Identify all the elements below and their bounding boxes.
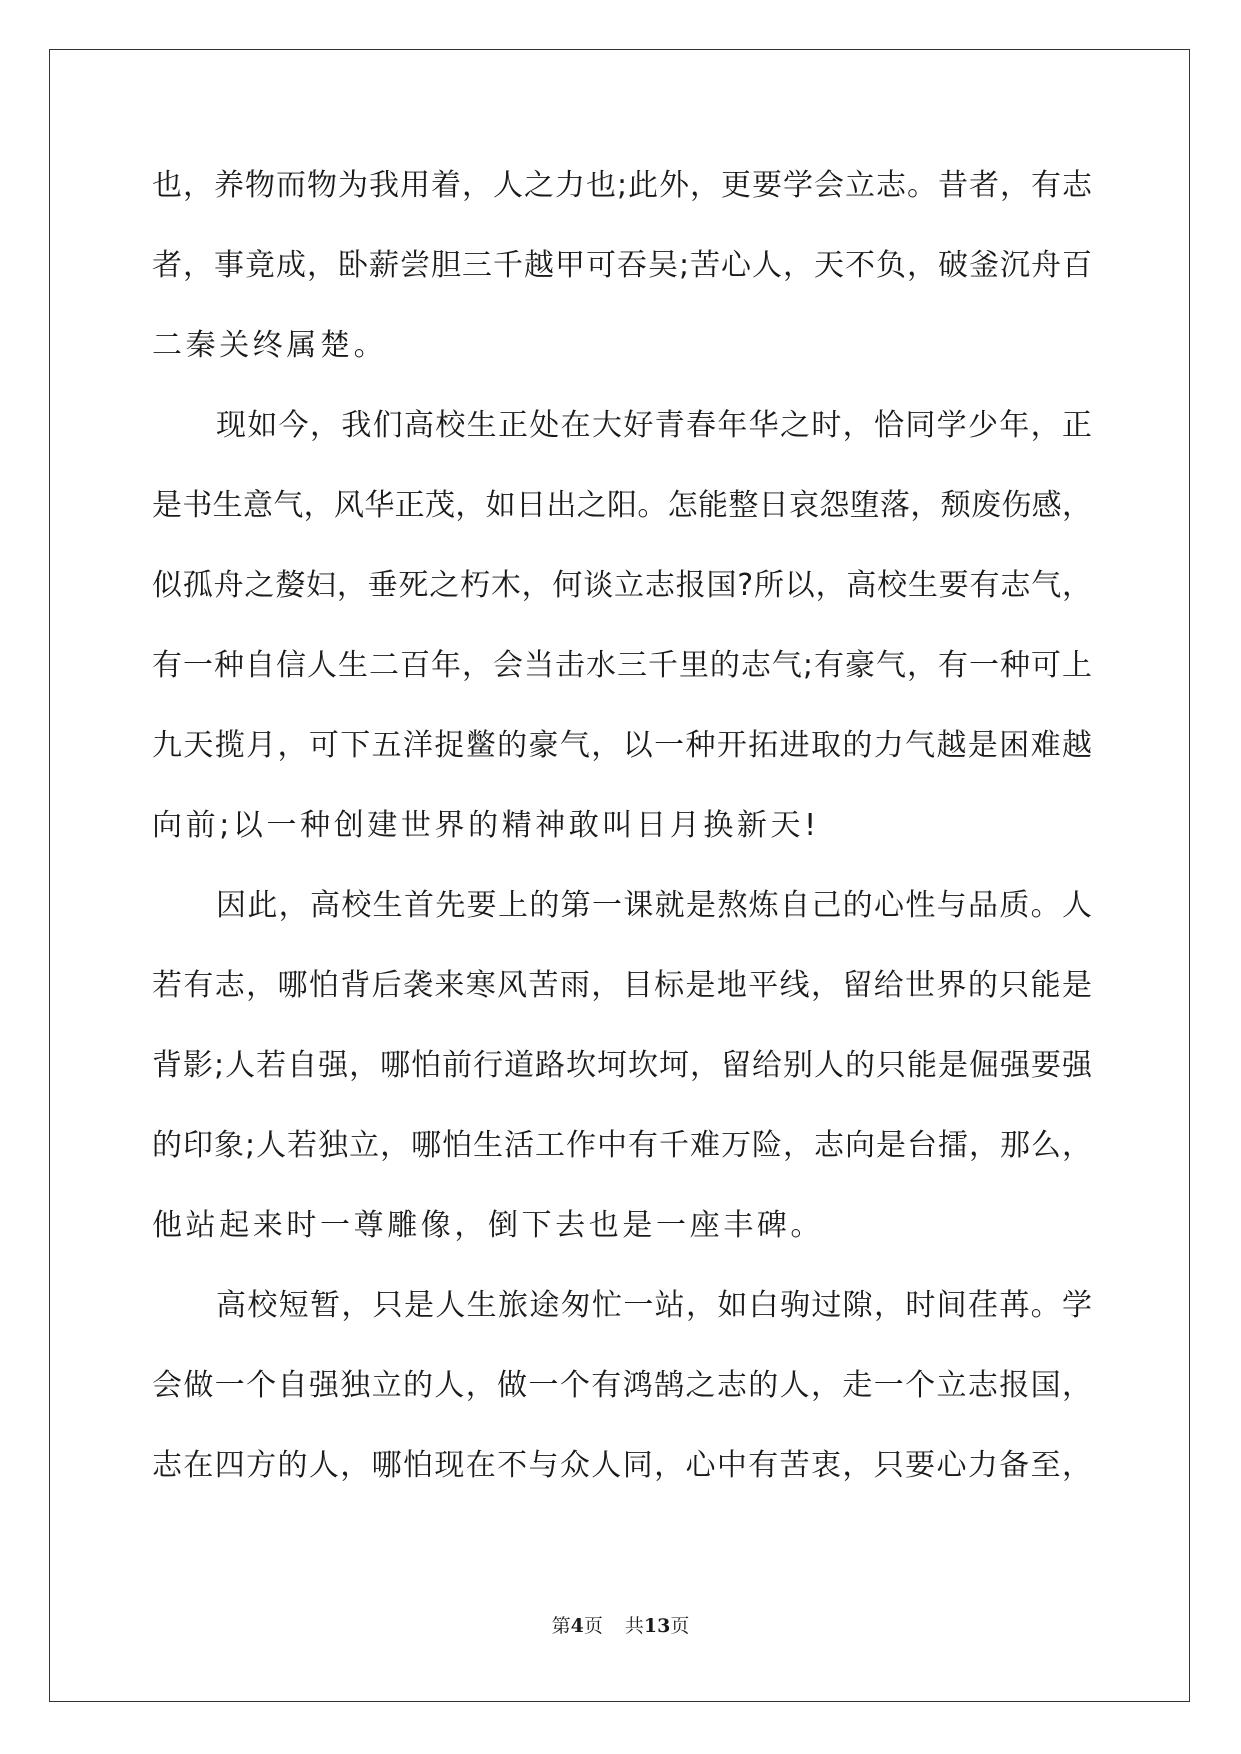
footer-page-suffix: 页 [583, 1615, 603, 1637]
text-line: 似孤舟之嫠妇，垂死之朽木，何谈立志报国?所以，高校生要有志气， [152, 568, 1093, 603]
document-body [152, 159, 1092, 1519]
footer-prefix: 第 [551, 1615, 571, 1637]
text-line: 有一种自信人生二百年，会当击水三千里的志气;有豪气，有一种可上 [152, 648, 1092, 683]
text-line: 是书生意气，风华正茂，如日出之阳。怎能整日哀怨堕落，颓废伤感， [152, 488, 1092, 523]
text-line: 九天揽月，可下五洋捉鳖的豪气，以一种开拓进取的力气越是困难越 [152, 728, 1092, 763]
current-page-number: 4 [570, 1615, 584, 1637]
footer-total-suffix: 页 [670, 1615, 690, 1637]
text-line: 若有志，哪怕背后袭来寒风苦雨，目标是地平线，留给世界的只能是 [152, 968, 1092, 1003]
text-line: 背影;人若自强，哪怕前行道路坎坷坎坷，留给别人的只能是倔强要强 [152, 1048, 1092, 1083]
total-page-count: 13 [643, 1615, 671, 1637]
footer-total-prefix: 共 [624, 1615, 644, 1637]
text-line: 的印象;人若独立，哪怕生活工作中有千难万险，志向是台擂，那么， [152, 1128, 1092, 1163]
text-line: 他站起来时一尊雕像，倒下去也是一座丰碑。 [152, 1208, 824, 1243]
text-line: 高校短暂，只是人生旅途匆忙一站，如白驹过隙，时间荏苒。学 [216, 1288, 1092, 1323]
text-line: 二秦关终属楚。 [152, 328, 388, 363]
text-line: 因此，高校生首先要上的第一课就是熬炼自己的心性与品质。人 [216, 888, 1092, 923]
text-line: 会做一个自强独立的人，做一个有鸿鹄之志的人，走一个立志报国， [152, 1368, 1092, 1403]
page-footer [0, 1611, 1241, 1638]
text-line: 者，事竟成，卧薪尝胆三千越甲可吞吴;苦心人，天不负，破釜沉舟百 [152, 248, 1092, 283]
text-line: 志在四方的人，哪怕现在不与众人同，心中有苦衷，只要心力备至， [152, 1448, 1092, 1483]
text-line: 现如今，我们高校生正处在大好青春年华之时，恰同学少年，正 [216, 408, 1092, 443]
text-line: 向前;以一种创建世界的精神敢叫日月换新天! [152, 808, 820, 843]
text-line: 也，养物而物为我用着，人之力也;此外，更要学会立志。昔者，有志 [152, 168, 1092, 203]
